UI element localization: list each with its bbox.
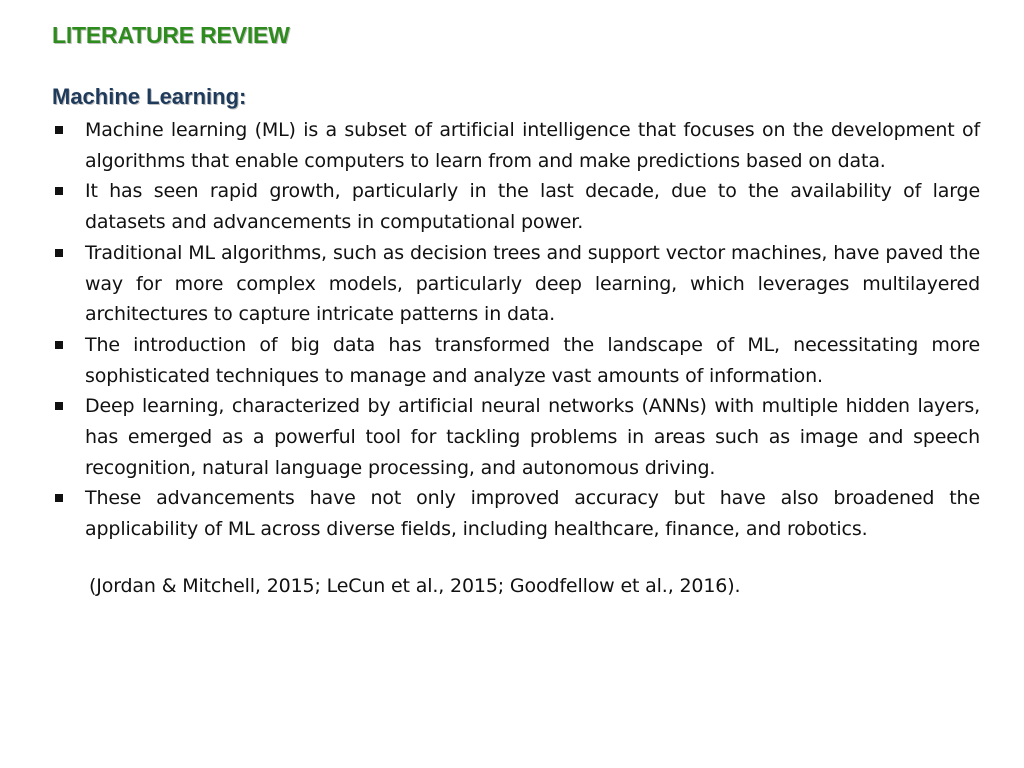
- bullet-item: [52, 483, 980, 544]
- square-bullet-icon: [55, 249, 63, 257]
- square-bullet-icon: [55, 126, 63, 134]
- bullet-text: The introduction of big data has transformed the landscape of ML, necessitating more sophisticated techniques to manage and analyze vast amounts of information.: [85, 333, 980, 387]
- section-heading: Machine Learning:: [52, 84, 247, 109]
- bullet-item: [52, 115, 980, 176]
- square-bullet-icon: [55, 341, 63, 349]
- bullet-text: It has seen rapid growth, particularly in the last decade, due to the availability of large datasets and advancements in computational power.: [85, 180, 980, 234]
- bullet-item: [52, 330, 980, 391]
- bullet-item: [52, 176, 980, 237]
- square-bullet-icon: [55, 187, 63, 195]
- square-bullet-icon: [55, 494, 63, 502]
- bullet-item: [52, 391, 980, 483]
- slide-title: LITERATURE REVIEW: [52, 22, 290, 48]
- bullet-text: Traditional ML algorithms, such as decision trees and support vector machines, have paved the way for more complex models, particularly deep learning, which leverages multilayered architectures to capture intricate patterns in data.: [85, 241, 980, 326]
- bullet-list: [52, 115, 980, 545]
- bullet-text: These advancements have not only improved accuracy but have also broadened the applicability of ML across diverse fields, including healthcare, finance, and robotics.: [85, 487, 980, 541]
- citation: (Jordan & Mitchell, 2015; LeCun et al., 2015; Goodfellow et al., 2016).: [89, 575, 741, 597]
- bullet-text: Deep learning, characterized by artificial neural networks (ANNs) with multiple hidden layers, has emerged as a powerful tool for tackling problems in areas such as image and speech recognition, natural language processing, and autonomous driving.: [85, 395, 980, 479]
- bullet-item: [52, 238, 980, 330]
- square-bullet-icon: [55, 402, 63, 410]
- bullet-text: Machine learning (ML) is a subset of artificial intelligence that focuses on the development of algorithms that enable computers to learn from and make predictions based on data.: [85, 119, 980, 172]
